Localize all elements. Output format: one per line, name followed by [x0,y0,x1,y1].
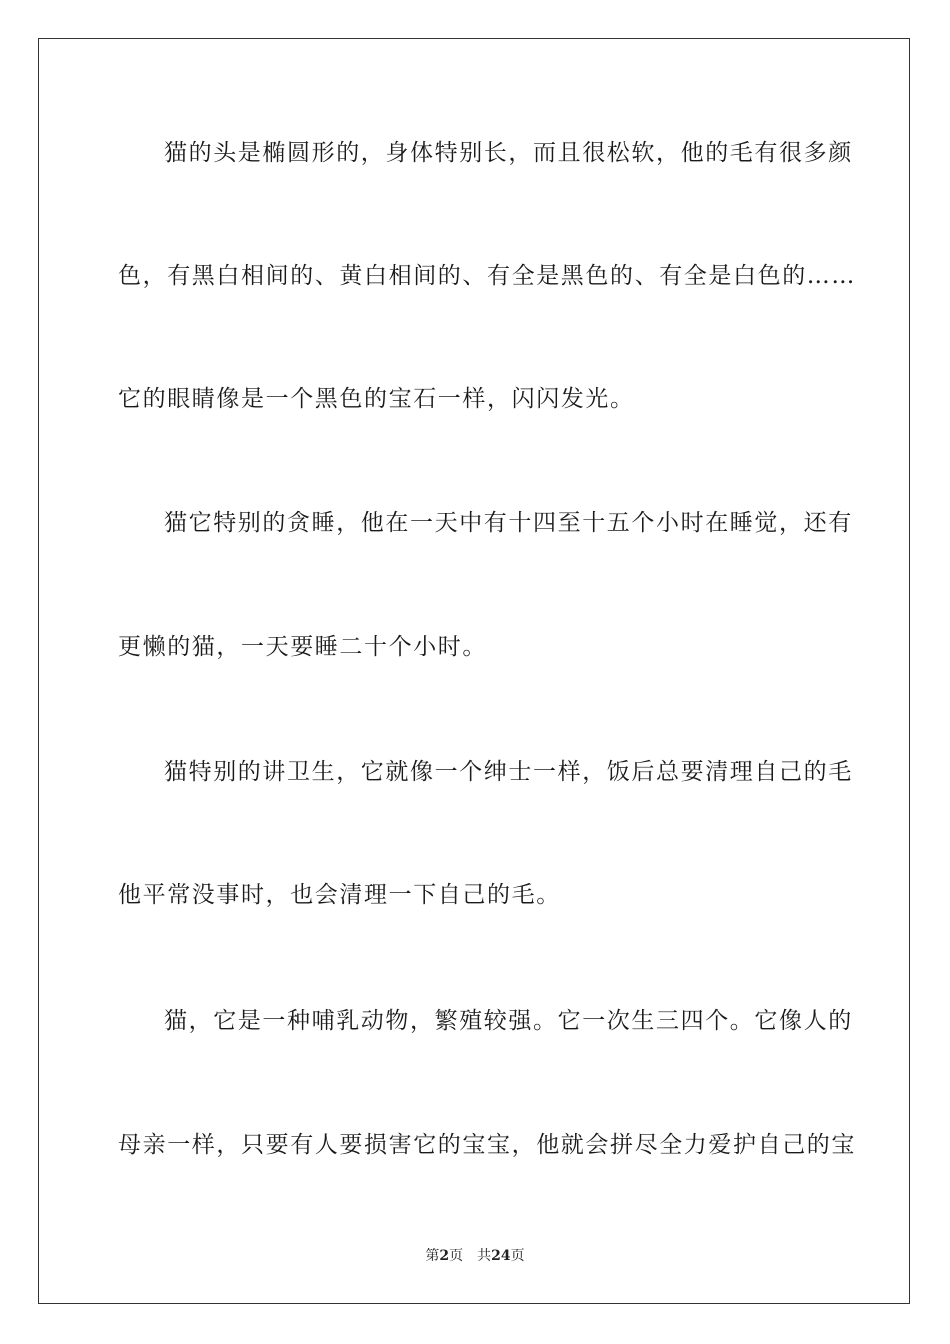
paragraph-line-3: 它的眼睛像是一个黑色的宝石一样，闪闪发光。 [118,386,635,412]
paragraph-line-5: 更懒的猫，一天要睡二十个小时。 [118,634,487,660]
paragraph-line-8: 猫，它是一种哺乳动物，繁殖较强。它一次生三四个。它像人的 [164,1008,853,1034]
paragraph-line-9: 母亲一样，只要有人要损害它的宝宝，他就会拼尽全力爱护自己的宝 [118,1132,856,1158]
total-suffix: 页 [510,1248,525,1264]
total-prefix: 共 [477,1248,492,1264]
paragraph-line-1: 猫的头是椭圆形的，身体特别长，而且很松软，他的毛有很多颜 [164,140,853,166]
page-prefix: 第 [425,1248,440,1264]
paragraph-line-6: 猫特别的讲卫生，它就像一个绅士一样，饭后总要清理自己的毛 [164,759,853,785]
paragraph-line-2: 色，有黑白相间的、黄白相间的、有全是黑色的、有全是白色的…… [118,263,856,289]
total-pages: 24 [491,1248,511,1264]
page-suffix: 页 [449,1248,464,1264]
paragraph-line-4: 猫它特别的贪睡，他在一天中有十四至十五个小时在睡觉，还有 [164,510,853,536]
page-number: 2 [439,1248,450,1264]
page-border [38,38,910,1304]
paragraph-line-7: 他平常没事时，也会清理一下自己的毛。 [118,882,561,908]
page-footer [0,1246,950,1266]
